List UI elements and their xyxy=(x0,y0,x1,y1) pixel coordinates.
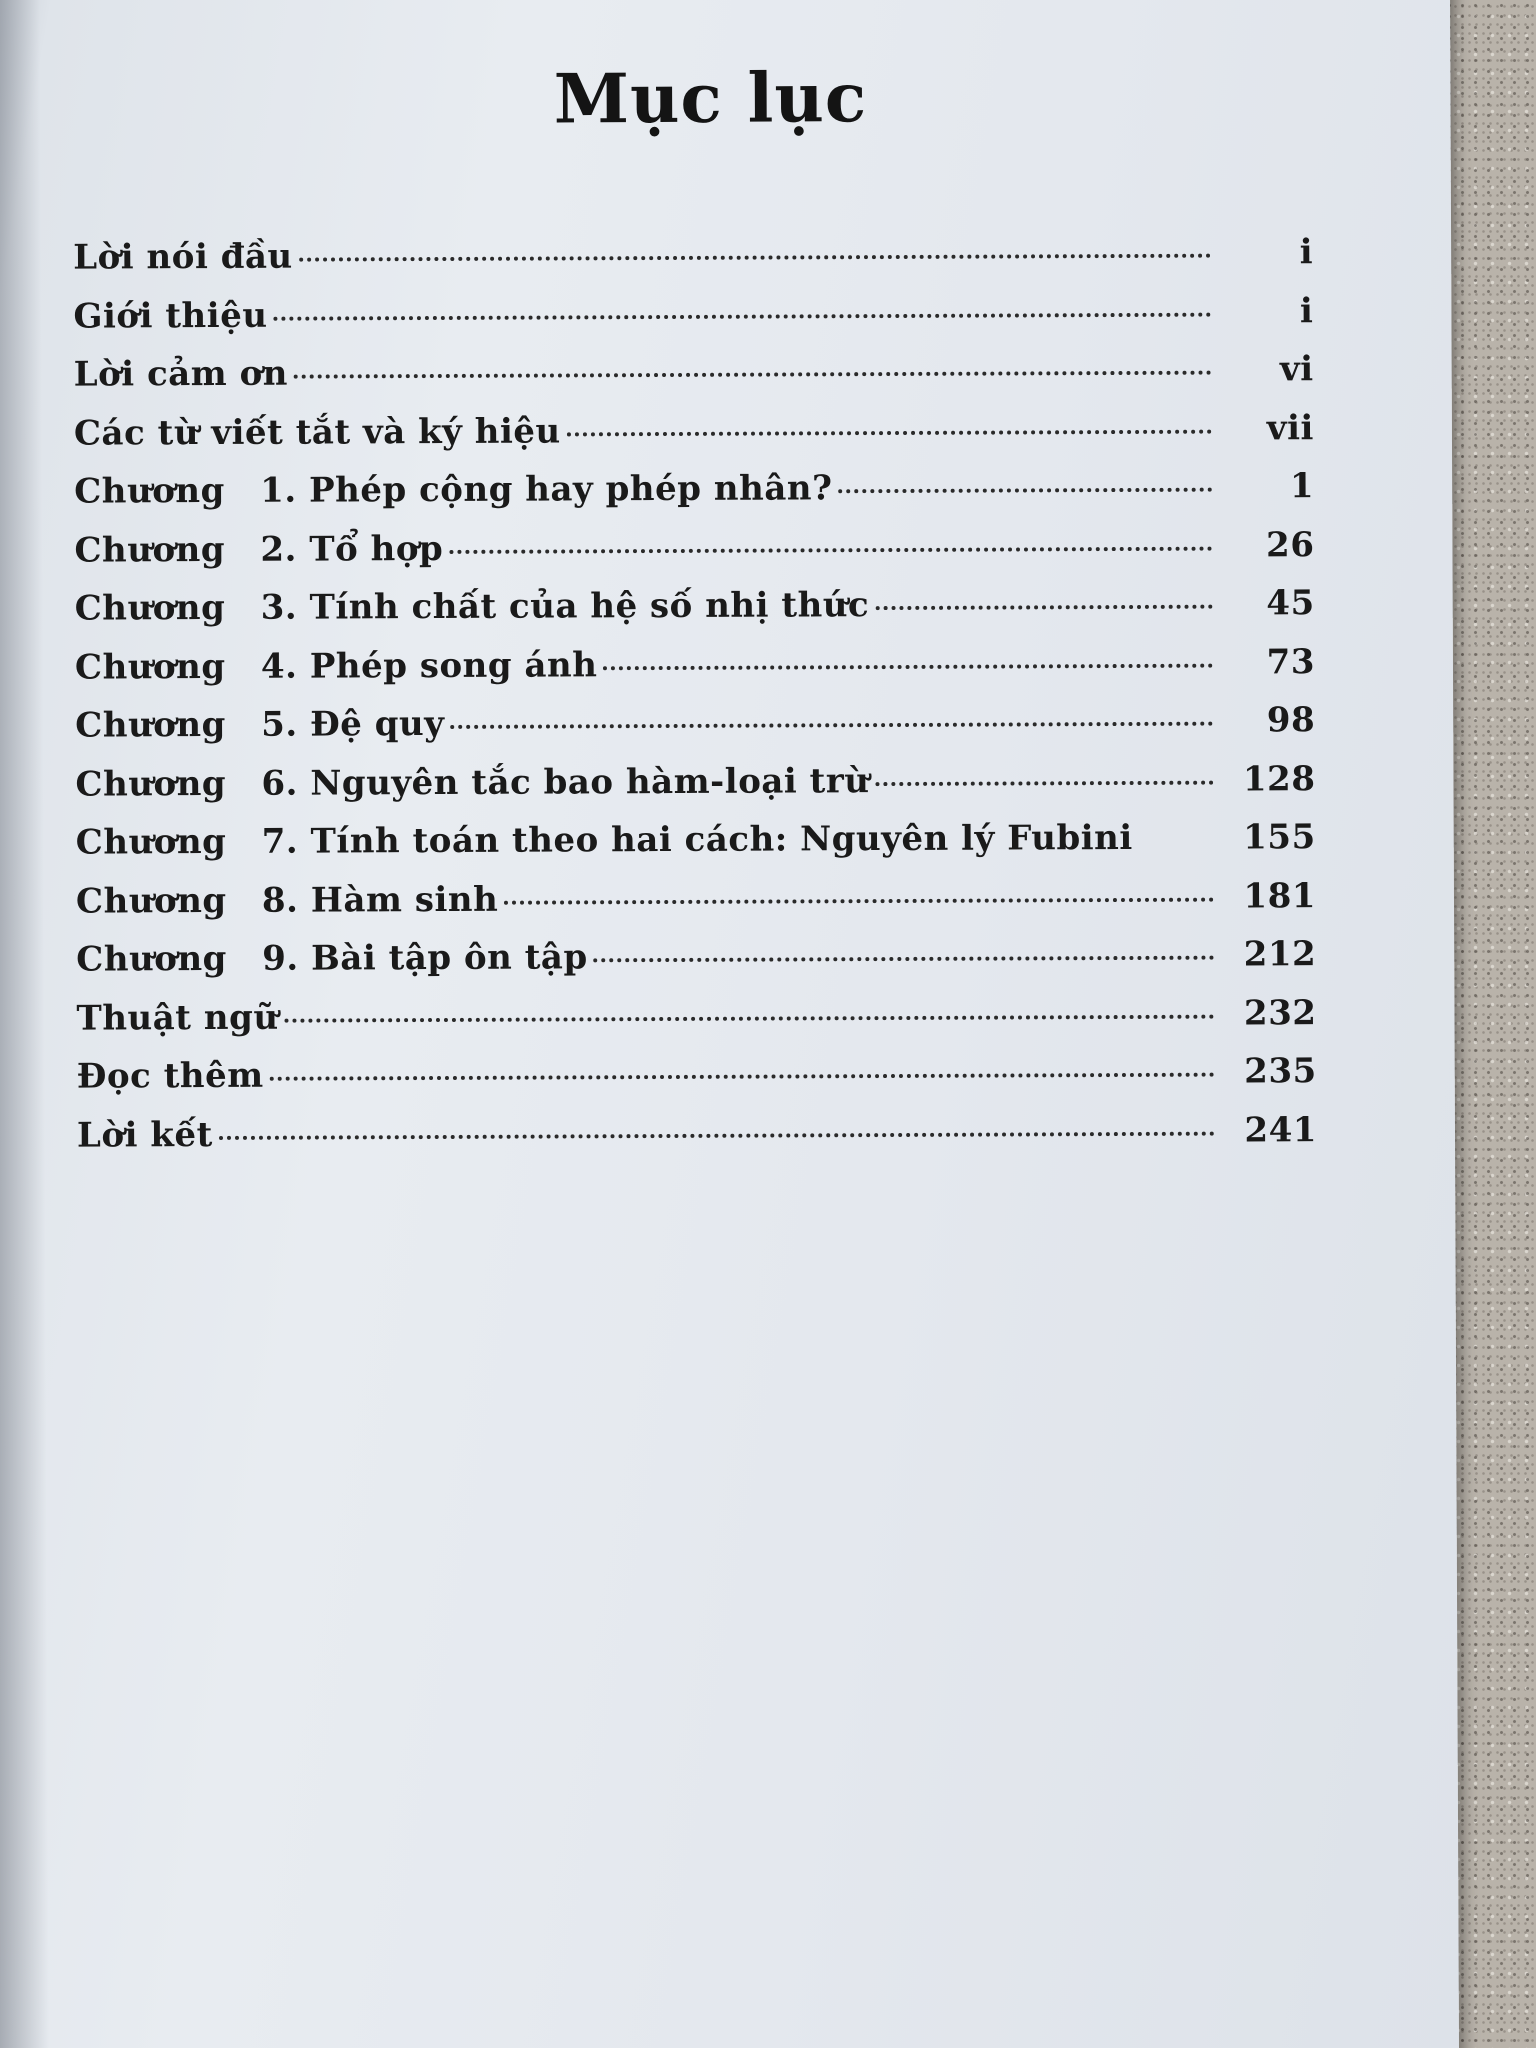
toc-entry xyxy=(77,1051,1317,1115)
toc-entry-page-number: 1 xyxy=(1289,466,1315,507)
toc-entry-page-number: 98 xyxy=(1266,700,1316,741)
toc-entry-title: 5. Đệ quy xyxy=(261,703,445,745)
toc-entry-title: 8. Hàm sinh xyxy=(261,879,499,921)
toc-entry-dot-leader xyxy=(504,897,1214,904)
page-spine-shadow xyxy=(0,0,49,2048)
toc-entry-page-number: i xyxy=(1299,232,1314,273)
toc-entry-page-number: 26 xyxy=(1266,524,1315,565)
toc-entry-page-number: i xyxy=(1299,290,1314,331)
toc-entry xyxy=(73,291,1313,355)
toc-entry-dot-leader xyxy=(875,605,1213,610)
toc-entry-page-number: 212 xyxy=(1243,934,1317,975)
toc-entry-title: Lời kết xyxy=(76,1114,213,1156)
toc-entry-page-number: 241 xyxy=(1244,1109,1318,1150)
toc-entry-page-number: 232 xyxy=(1243,992,1317,1033)
toc-entry-dot-leader xyxy=(838,488,1212,494)
toc-entry-title: 6. Nguyên tắc bao hàm-loại trừ xyxy=(261,760,870,804)
toc-entry-dot-leader xyxy=(219,1131,1215,1139)
toc-entry xyxy=(76,934,1316,998)
toc-entry-title: Lời nói đầu xyxy=(73,236,293,278)
toc-entry-chapter-prefix: Chương xyxy=(76,938,227,980)
toc-entry xyxy=(77,1110,1317,1174)
toc-entry-dot-leader xyxy=(299,254,1211,262)
toc-entry xyxy=(75,642,1315,706)
toc-entry-page-number: 155 xyxy=(1243,817,1316,858)
toc-entry-page-number: 128 xyxy=(1242,758,1316,799)
toc-entry-chapter-prefix: Chương xyxy=(75,880,227,922)
toc-entry xyxy=(75,700,1315,764)
toc-entry-title: Lời cảm ơn xyxy=(73,353,289,395)
page-title: Mục lục xyxy=(553,58,868,140)
toc-entry xyxy=(76,817,1316,881)
toc-entry xyxy=(76,993,1316,1057)
toc-entry-chapter-prefix: Chương xyxy=(74,470,225,512)
toc-entry-chapter-prefix: Chương xyxy=(75,821,227,863)
toc-entry-chapter-prefix: Chương xyxy=(74,646,226,688)
toc-entry-page-number: vii xyxy=(1266,407,1315,448)
toc-entry-page-number: 235 xyxy=(1244,1051,1317,1092)
toc-entry xyxy=(75,759,1315,823)
toc-entry-title: 3. Tính chất của hệ số nhị thức xyxy=(260,585,870,628)
toc-entry-title: 2. Tổ hợp xyxy=(260,528,444,570)
table-of-contents xyxy=(73,232,1317,1173)
toc-entry-page-number: 73 xyxy=(1266,641,1316,682)
toc-entry-title: 1. Phép cộng hay phép nhân? xyxy=(260,468,833,511)
toc-entry-title: 7. Tính toán theo hai cách: Nguyên lý Fubini xyxy=(261,817,1133,862)
toc-entry-title: 9. Bài tập ôn tập xyxy=(262,937,588,979)
toc-entry-title: Đọc thêm xyxy=(76,1055,264,1097)
toc-entry-chapter-prefix: Chương xyxy=(74,587,226,629)
toc-entry-dot-leader xyxy=(875,780,1213,785)
toc-entry-dot-leader xyxy=(270,1073,1215,1081)
toc-entry-page-number: 181 xyxy=(1243,875,1317,916)
toc-entry-title: Thuật ngữ xyxy=(76,997,279,1039)
toc-entry-page-number: vi xyxy=(1279,349,1314,390)
toc-entry-dot-leader xyxy=(285,1014,1215,1022)
toc-entry xyxy=(73,232,1313,296)
toc-entry xyxy=(74,408,1314,472)
toc-entry-dot-leader xyxy=(594,956,1215,963)
toc-entry-dot-leader xyxy=(567,429,1212,436)
toc-entry-dot-leader xyxy=(450,722,1213,729)
toc-entry-dot-leader xyxy=(449,546,1212,553)
toc-entry-chapter-prefix: Chương xyxy=(74,529,226,571)
toc-entry-dot-leader xyxy=(603,663,1213,670)
toc-entry-dot-leader xyxy=(274,312,1212,320)
toc-entry xyxy=(74,466,1314,530)
toc-entry-title: Các từ viết tắt và ký hiệu xyxy=(73,410,561,454)
toc-entry-title: 4. Phép song ánh xyxy=(260,644,598,687)
toc-entry-chapter-prefix: Chương xyxy=(75,704,226,746)
toc-entry-page-number: 45 xyxy=(1266,583,1315,624)
toc-entry-dot-leader xyxy=(294,371,1212,379)
toc-entry xyxy=(76,876,1316,940)
toc-entry-title: Giới thiệu xyxy=(73,295,268,337)
toc-entry xyxy=(75,583,1315,647)
toc-entry xyxy=(74,525,1314,589)
toc-entry-chapter-prefix: Chương xyxy=(75,763,227,805)
toc-entry xyxy=(74,349,1314,413)
